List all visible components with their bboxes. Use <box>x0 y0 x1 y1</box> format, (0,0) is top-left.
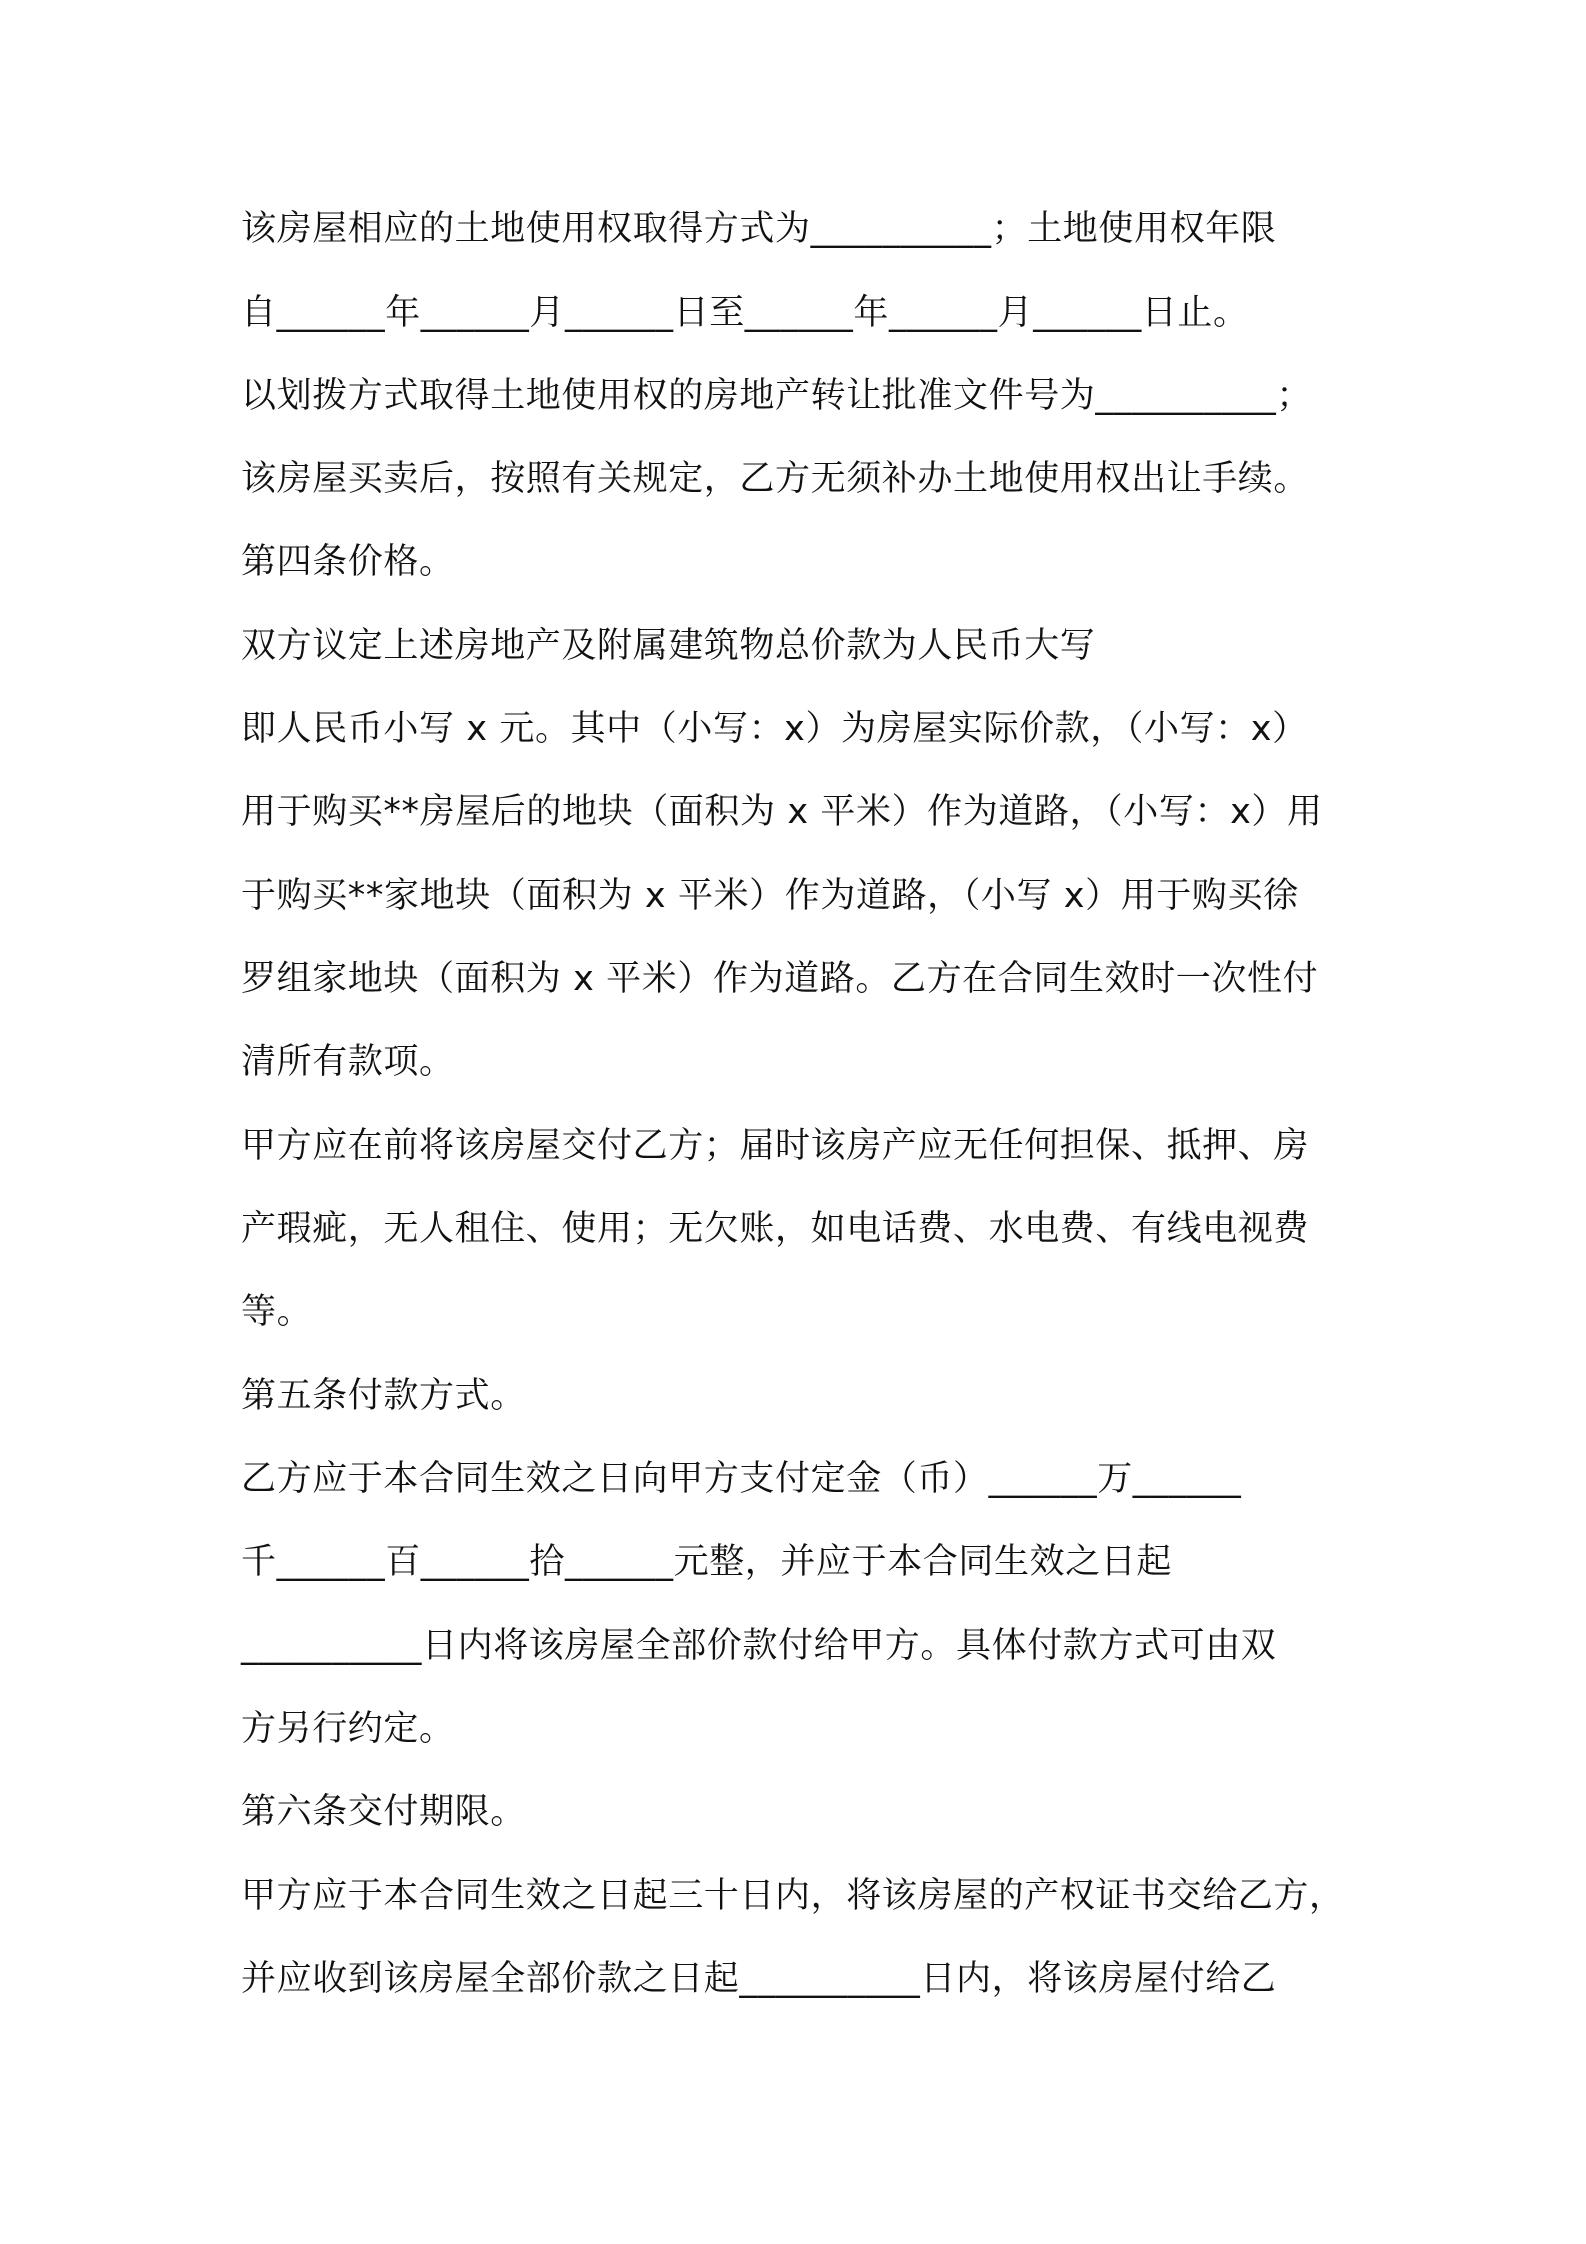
section-heading: 第五条付款方式。 <box>241 1376 526 1416</box>
text-line: 乙方应于本合同生效之日向甲方支付定金（币）______万______ <box>241 1459 1242 1499</box>
text-line: 自______年______月______日至______年______月______日止。 <box>241 293 1249 333</box>
text-line: 于购买**家地块（面积为 x 平米）作为道路，（小写 x）用于购买徐 <box>241 876 1299 916</box>
text-line: 清所有款项。 <box>241 1042 455 1082</box>
text-line: 以划拨方式取得土地使用权的房地产转让批准文件号为__________； <box>241 376 1313 416</box>
text-line: 等。 <box>241 1292 313 1332</box>
text-line: 产瑕疵，无人租住、使用；无欠账，如电话费、水电费、有线电视费 <box>241 1209 1310 1249</box>
text-line: __________日内将该房屋全部价款付给甲方。具体付款方式可由双 <box>241 1626 1277 1666</box>
text-line: 双方议定上述房地产及附属建筑物总价款为人民币大写 <box>241 626 1096 666</box>
text-line: 甲方应于本合同生效之日起三十日内，将该房屋的产权证书交给乙方， <box>241 1876 1345 1916</box>
section-heading: 第四条价格。 <box>241 542 455 582</box>
text-line: 该房屋相应的土地使用权取得方式为__________；土地使用权年限 <box>241 209 1277 249</box>
text-line: 该房屋买卖后，按照有关规定，乙方无须补办土地使用权出让手续。 <box>241 459 1310 499</box>
text-line: 千______百______拾______元整，并应于本合同生效之日起 <box>241 1542 1173 1582</box>
text-line: 并应收到该房屋全部价款之日起__________日内，将该房屋付给乙 <box>241 1959 1277 1999</box>
text-line: 甲方应在前将该房屋交付乙方；届时该房产应无任何担保、抵押、房 <box>241 1126 1310 1166</box>
text-line: 罗组家地块（面积为 x 平米）作为道路。乙方在合同生效时一次性付 <box>241 959 1319 999</box>
section-heading: 第六条交付期限。 <box>241 1792 526 1832</box>
text-line: 方另行约定。 <box>241 1709 455 1749</box>
text-line: 即人民币小写 x 元。其中（小写：x）为房屋实际价款，（小写：x） <box>241 709 1308 749</box>
text-line: 用于购买**房屋后的地块（面积为 x 平米）作为道路，（小写：x）用 <box>241 792 1323 832</box>
